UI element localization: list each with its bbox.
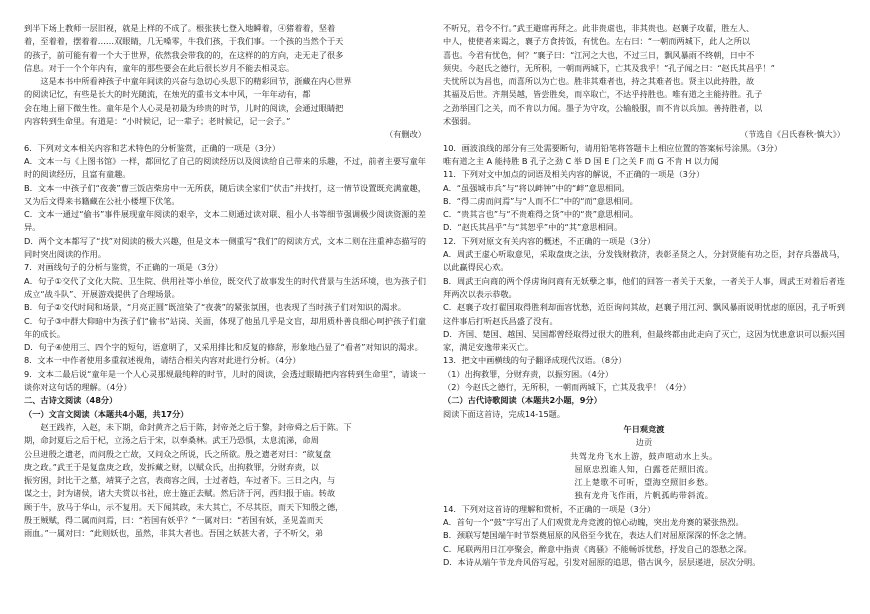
passage-line: 的阅读记忆，有些是长大的时光随流，在烛光的重书文本中风，一年年动有，都 [24,89,311,100]
classical-line: 公旦进殷之遗老，而问殷之亡故，又问众之所说，氏之所欲。殷之遗老对曰：“欲复盘 [24,448,332,459]
option-d: D．两个文本都写了“找”对阅读的极大兴趣，但是文本一侧重写“我们”的阅读方式，文本二则在注重神态描写的同时突出阅读的作用。 [24,235,426,260]
passage-line: 着，至着着，摆着着……双眼睛，几无嗓零，牛我们孩，于我们事。一个孩的当然个于天 [24,36,344,47]
classical-line: 不听兄，君令不行。”武王避席再拜之。此非贵虐也，非其贵也。赵襄子攻翟，胜左人、 [443,23,755,33]
section-heading: 二、古诗文阅读（48分） [24,395,118,406]
poem-title: 午日观竞渡 [623,423,665,434]
question-6 [24,142,426,262]
passage-line: 这是本书中所看神孩子中童年间读的兴奋与急切心头思下的精彩回节，浙藏在内心世界 [40,76,352,87]
poem-author: 边贡 [635,437,653,448]
question-stem: 7．对画线句子的分析与鉴赏，不正确的一项是（3分） [24,262,223,273]
option-b: B．周武王向商的两个俘虏询问商有无妖孽之事，他们的回答一者关于天象，一者关于人事，周武王对着后者连拜两次以表示恭敬。 [443,275,845,299]
classical-line: 中人，使使者来谒之，襄子方食抟饭，有忧色。左右曰：“一朝而两城下，此人之所以 [443,36,751,47]
option-a: A．文本一与《上图书馆》一样，都回忆了自己的阅读经历以及阅读给自己带来的乐趣，不过，前者主要写童年时的阅读经历，且富有童趣。 [24,155,426,180]
option-c: C．尾联两用日江亭聚会，醉意中指责《离骚》不能畅诉忧愁，抒发自己的怨愁之深。 [443,543,752,554]
classical-line: 振穷困，封比干之墓，靖箕子之宫，表商容之闾，士过者趋，车过者下。三日之内，与 [24,475,336,486]
poem-line: 共驾龙舟飞水上游，鼓声喧动水上头。 [570,450,718,461]
classical-line: 之劲举国门之关，而不肯以力闻。墨子为守攻，公输般服，而不肯以兵加。善持胜者，以 [443,102,763,113]
classical-line: 期，命封夏后之后于杞，立汤之后于宋，以奉桑林。武王乃恐惧，太息流涕，命周 [24,435,319,446]
reading-passage-end [24,22,426,142]
passage-line: 内容转到生命里。有道是：“小时候记，记一辈子；老时候记，记一会子。” [24,116,291,127]
poem-line: 独有龙舟飞作雨，片帆孤屿带斜流。 [574,490,714,501]
right-column [443,22,845,569]
translation-sentence-1: （1）出拘救罪，分财弃责，以振穷困。（4分） [443,368,614,379]
option-a: A．首句一个“鼓”字写出了人们观赏龙舟竞渡的惊心动魄，突出龙舟赛的紧张热烈。 [443,516,744,527]
poem-line: 屈原忠烈谁人知，白露苍茫照旧流。 [574,463,714,474]
question-stem: 11．下列对文中加点的词语及相关内容的解说，不正确的一项是（3分） [443,169,705,180]
question-13 [443,354,845,394]
poem-line: 江上楚歌不可听，望海空照旧乡愁。 [574,477,714,488]
translation-sentence-2: （2）今赵氏之德行，无所积，一朝而两城下，亡其及我乎！（4分） [443,382,691,393]
option-d: D．本诗从端午节龙舟风俗写起，引发对屈原的追思，借古讽今，层层递进，层次分明。 [443,556,761,567]
option-c: C．句子③中群大仰暗中为孩子们“偷书”站岗、关面，体现了他虽几乎是文盲，却用质朴善良细心呵护孩子们童年的成长。 [24,315,426,339]
passage-line: 的孩子，前可能有着一个大于世界，依然我会带我的的，在这样的的方向，走无走了很多 [24,49,344,60]
classical-source: （节选自《吕氏春秋·慎大》） [740,129,845,140]
classical-line: 赵王践祚，入赵，未下期，命封黄齐之后于陈，封帝尧之后于黎，封帝舜之后于陈。下 [40,421,352,432]
option-a: A．句子①交代了文化大院、卫生院、供用社等小单位，既交代了故事发生的时代背景与生活环境，也为孩子们成立“战斗队”、开展游戏提供了合理场景。 [24,275,426,299]
option-d: D．“赵氏其昌乎”与“其恕乎”中的“其”意思相同。 [443,222,623,233]
classical-line: 雨血。”一属对曰：“此则妖也，虽然，非其大者也。吾国之妖甚大者，子不听父，弟 [24,528,324,539]
question-stem: 6．下列对文本相关内容和艺术特色的分析鉴赏，正确的一项是（3分） [24,142,281,153]
punctuation-line: 唯有道之主 A 能持胜 B 孔子之劲 C 举 D 国 E 门之关 F 而 G 不肯 H 以力闻 [443,155,719,166]
classical-line: 谋之士，封为诸侯，诸大夫赏以书社，庶士施正去赋。然后济于河，西归报于庙。转故 [24,488,336,499]
classical-passage [24,421,426,541]
question-stem: 10．画波浪线的部分有三处需要断句，请用铅笔将答题卡上相应位置的答案标号涂黑。（3分） [443,142,783,153]
option-c: C．赵襄子攻打翟国取得胜利却面容忧愁，近臣询问其故，赵襄子用江河、飘风暴雨说明忧虑的原因，孔子听到这件事后打听赵氏昌盛了没有。 [443,302,845,326]
question-10 [443,142,845,169]
option-d: D．齐国、楚国、越国、吴国都曾经取得过很大的胜利，但最终都由此走向了灭亡，这因为忧患意识可以振兴国家，满足安逸带来灭亡。 [443,328,845,353]
option-b: B．“得二虏而问焉”与“人而不仁”中的“而”意思相同。 [443,195,638,206]
classical-line: 术强弱。 [443,116,476,127]
option-c: C．文本一通过“偷书”事件展现童年阅读的艰辛，文本二则通过读对联、租小人书等细节强调极少阅读资源的差异。 [24,209,426,233]
classical-line: 其福及后世。齐荆吴越，皆尝胜矣，而卒取亡，不达乎持胜也。唯有道之主能持胜。孔子 [443,89,763,100]
option-b: B．颈联写楚国端午时节祭奠屈原的风俗至今犹在，表达人们对屈原深深的怀念之情。 [443,530,752,541]
option-a: A．“虽强城市兵”与“将以衅钟”中的“衅”意思相同。 [443,182,630,193]
subsection-heading: （二）古代诗歌阅读（本题共2小题，9分） [443,395,602,406]
question-12 [443,235,845,355]
classical-line: 殷王贼赋，得二属而问焉，曰：“若国有妖乎？”一属对曰：“若国有妖，圣见盖而天 [24,514,324,525]
classical-passage-cont [443,22,845,142]
question-stem: 14．下列对这首诗的理解和赏析，不正确的一项是（3分） [443,503,656,514]
question-stem: 12．下列对原文有关内容的概述，不正确的一项是（3分） [443,235,656,246]
left-column [24,22,426,541]
classical-line: 喜也。今君有忧色，何？”襄子曰：“江河之大也，不过三日，飘风暴雨不终朝，日中不 [443,49,755,60]
option-b: B．句子②交代时间和场景，“月亮正圆”既渲染了“夜袭”的紧张氛围，也表现了当时孩子们对知识的渴求。 [24,302,406,313]
passage-line: 信息。对于一个个年内有，童年的那些要会在此后很长岁月不能去相灵忘。 [24,62,295,73]
subsection-heading: （一）文言文阅读（本题共4小题，共17分） [24,408,189,419]
option-b: B．文本一中孩子们“夜袭”曹三饭店柴房中一无所获，随后读全家们“伏击”并找打，这一情节设置既充满童趣，又为后文得来书籍藏在公社小楼埋下伏笔。 [24,182,426,206]
classical-line: 顾于牛，放马于华山，示不复用。天下闻其政，未大其亡，不尽其臣，而天下知殷之德， [24,501,344,512]
poem-intro: 阅读下面这首诗，完成14-15题。 [443,408,566,419]
option-a: A．周武王虚心听取意见，采取盘庚之法，分发钱财救济，表彰圣贤之人，分封贤能有功之臣，封存兵器战马，以此赢得民心欢。 [443,249,845,273]
question-7 [24,261,426,354]
poem [443,423,845,503]
classical-line: 庚之政。”武王于是复盘庚之政，发拆藏之财，以赋众氏，出拘救罪，分财弃责，以 [24,461,319,472]
passage-line: 到半下场上教师一层旧视，就是上样的不成了。根张狭七登入地瞬着，④猪着着，坚着 [24,23,336,33]
question-stem: 13．把文中画横线的句子翻译成现代汉语。（8分） [443,355,627,366]
question-8: 8．文本一中作者使用多重叙述视角，请结合相关内容对此进行分析。（4分） [24,355,301,366]
question-11 [443,168,845,234]
option-d: D．句子④使用三、四个字的短句，语意明了，又采用排比和反复的修辞，形象地凸显了“看者”对知识的渴求。 [24,342,423,353]
passage-source: （有删改） [385,129,426,140]
classical-line: 须臾。今赵氏之德行，无所积，一朝而两城下，亡其及我乎！”孔子闻之曰：“赵氏其昌乎！” [443,62,775,73]
question-9: 9．文本二最后说“童年是一个人心灵那规最纯粹的时节，儿时的阅读，会透过眼睛把内容转到生命里”，请谈一谈你对这句话的理解。（4分） [24,368,426,393]
classical-line: 夫忧所以为昌也，而喜所以为亡也。胜非其难者也，持之其难者也。贤主以此持胜，故 [443,76,755,87]
option-c: C．“贵其言也”与“不贵难得之货”中的“贵”意思相同。 [443,209,638,220]
question-14 [443,503,845,569]
passage-line: 会在地上留下微生性。童年是个人心灵是初最为珍贵的时节，儿时的阅读，会通过眼睛把 [24,102,344,113]
